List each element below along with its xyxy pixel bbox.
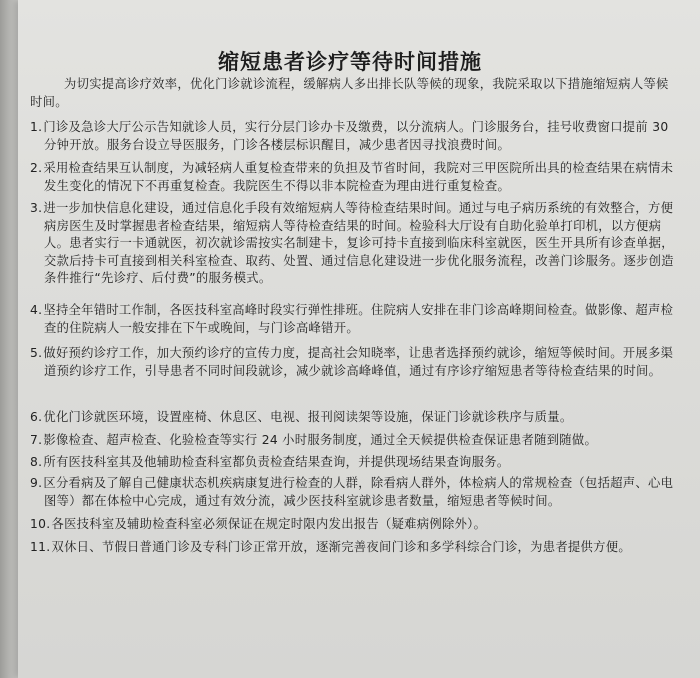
list-item (30, 200, 680, 288)
item-number: 6. (30, 410, 43, 424)
list-item (30, 160, 680, 195)
intro-paragraph: 为切实提高诊疗效率，优化门诊就诊流程，缓解病人多出排长队等候的现象，我院采取以下措施缩短病人等候时间。 (30, 77, 669, 109)
item-number: 5. (30, 346, 43, 360)
item-text: 影像检查、超声检查、化验检查等实行 24 小时服务制度，通过全天候提供检查保证患者随到随做。 (43, 433, 598, 447)
list-item (30, 345, 680, 380)
item-text: 进一步加快信息化建设，通过信息化手段有效缩短病人等待检查结果时间。通过与电子病历系统的有效整合，方便病房医生及时掌握患者检查结果，缩短病人等待检查结果的时间。检验科大厅设有自助化验单打印机，以方便病人。患者实行一卡通就医，初次就诊需按实名制建卡，复诊可持卡直接到临床科室就医，医生开具所有诊查单据，交款后持卡可直接到相关科室检查、取药、处置、通过信息化建设进一步优化服务流程，改善门诊服务。逐步创造条件推行“先诊疗、后付费”的服务模式。 (43, 201, 674, 285)
item-text: 所有医技科室其及他辅助检查科室都负责检查结果查询，并提供现场结果查询服务。 (43, 455, 510, 469)
list-item (30, 454, 680, 472)
item-text: 各医技科室及辅助检查科室必须保证在规定时限内发出报告（疑难病例除外）。 (51, 517, 487, 531)
item-number: 1. (30, 120, 43, 134)
item-number: 8. (30, 455, 43, 469)
item-number: 11. (30, 540, 51, 554)
list-item (30, 516, 680, 534)
page-title: 缩短患者诊疗等待时间措施 (218, 49, 482, 74)
book-binding (0, 0, 18, 678)
item-text: 做好预约诊疗工作，加大预约诊疗的宣传力度，提高社会知晓率，让患者选择预约就诊，缩短等候时间。开展多渠道预约诊疗工作，引导患者不同时间段就诊，减少就诊高峰峰值，通过有序诊疗缩短患者等待检查结果的时间。 (43, 346, 674, 378)
item-text: 坚持全年错时工作制，各医技科室高峰时段实行弹性排班。住院病人安排在非门诊高峰期间检查。做影像、超声检查的住院病人一般安排在下午或晚间，与门诊高峰错开。 (43, 303, 674, 335)
list-item (30, 302, 680, 337)
item-number: 3. (30, 201, 43, 215)
item-number: 10. (30, 517, 51, 531)
item-text: 双休日、节假日普通门诊及专科门诊正常开放，逐渐完善夜间门诊和多学科综合门诊，为患者提供方便。 (51, 540, 631, 554)
list-item (30, 409, 680, 427)
list-item (30, 539, 680, 557)
item-number: 4. (30, 303, 43, 317)
item-text: 区分看病及了解自己健康状态机疾病康复进行检查的人群，除看病人群外，体检病人的常规检查（包括超声、心电图等）都在体检中心完成，通过有效分流，减少医技科室就诊患者数量，缩短患者等候时间。 (43, 476, 674, 508)
item-text: 门诊及急诊大厅公示告知就诊人员，实行分层门诊办卡及缴费，以分流病人。门诊服务台，挂号收费窗口提前 30 分钟开放。服务台设立导医服务，门诊各楼层标识醒目，减少患者因寻找浪费时间。 (43, 120, 669, 152)
list-item (30, 119, 680, 154)
item-text: 优化门诊就医环境，设置座椅、休息区、电视、报刊阅读架等设施，保证门诊就诊秩序与质量。 (43, 410, 573, 424)
item-number: 2. (30, 161, 43, 175)
list-item (30, 475, 680, 510)
item-number: 9. (30, 476, 43, 490)
list-item (30, 432, 680, 450)
item-number: 7. (30, 433, 43, 447)
item-text: 采用检查结果互认制度，为减轻病人重复检查带来的负担及节省时间，我院对三甲医院所出具的检查结果在病情未发生变化的情况下不再重复检查。我院医生不得以非本院检查为理由进行重复检查。 (43, 161, 674, 193)
